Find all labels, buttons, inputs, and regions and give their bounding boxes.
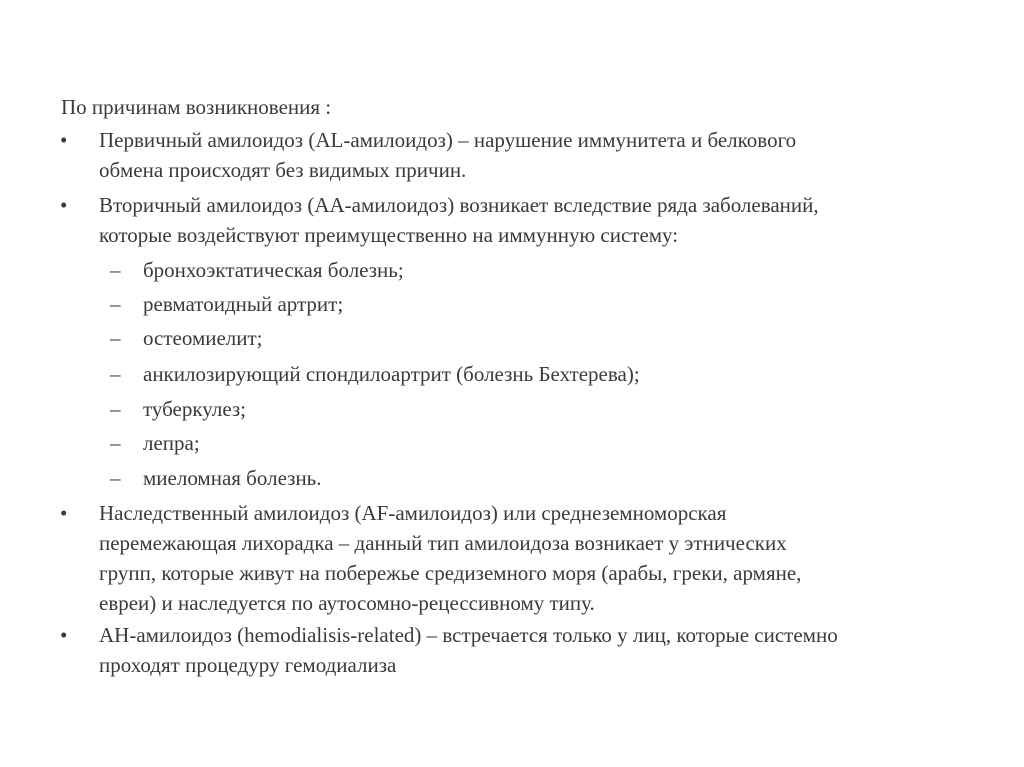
sub-item-text: остеомиелит; [143, 326, 263, 350]
sub-item-text: бронхоэктатическая болезнь; [143, 258, 404, 282]
dash-marker: – [110, 292, 121, 316]
dash-marker: – [110, 362, 121, 386]
bullet-marker: • [60, 623, 68, 647]
sub-item-text: лепра; [143, 431, 200, 455]
sub-item-text: ревматоидный артрит; [143, 292, 344, 316]
bullet-line: групп, которые живут на побережье средиземного моря (арабы, греки, армяне, [99, 561, 802, 585]
sub-item-text: миеломная болезнь. [143, 466, 322, 490]
bullet-marker: • [60, 501, 68, 525]
bullet-line: Вторичный амилоидоз (AA-амилоидоз) возникает вследствие ряда заболеваний, [99, 193, 819, 217]
slide-heading: По причинам возникновения : [61, 95, 332, 119]
dash-marker: – [110, 466, 121, 490]
dash-marker: – [110, 397, 121, 421]
bullet-line: обмена происходят без видимых причин. [99, 158, 467, 182]
bullet-text [99, 125, 954, 185]
bullet-marker: • [60, 128, 68, 152]
sub-item-text: анкилозирующий спондилоартрит (болезнь Бехтерева); [143, 362, 640, 386]
bullet-text [99, 190, 954, 250]
bullet-marker: • [60, 193, 68, 217]
bullet-text [99, 620, 954, 680]
dash-marker: – [110, 326, 121, 350]
dash-marker: – [110, 258, 121, 282]
bullet-line: Наследственный амилоидоз (AF-амилоидоз) или среднеземноморская [99, 501, 727, 525]
bullet-line: проходят процедуру гемодиализа [99, 653, 397, 677]
dash-marker: – [110, 431, 121, 455]
bullet-line: евреи) и наследуется по аутосомно-рецессивному типу. [99, 591, 595, 615]
bullet-text [99, 498, 954, 618]
bullet-line: которые воздействуют преимущественно на иммунную систему: [99, 223, 679, 247]
bullet-line: AH-амилоидоз (hemodialisis-related) – встречается только у лиц, которые системно [99, 623, 838, 647]
bullet-line: перемежающая лихорадка – данный тип амилоидоза возникает у этнических [99, 531, 787, 555]
sub-item-text: туберкулез; [143, 397, 247, 421]
bullet-line: Первичный амилоидоз (AL-амилоидоз) – нарушение иммунитета и белкового [99, 128, 797, 152]
